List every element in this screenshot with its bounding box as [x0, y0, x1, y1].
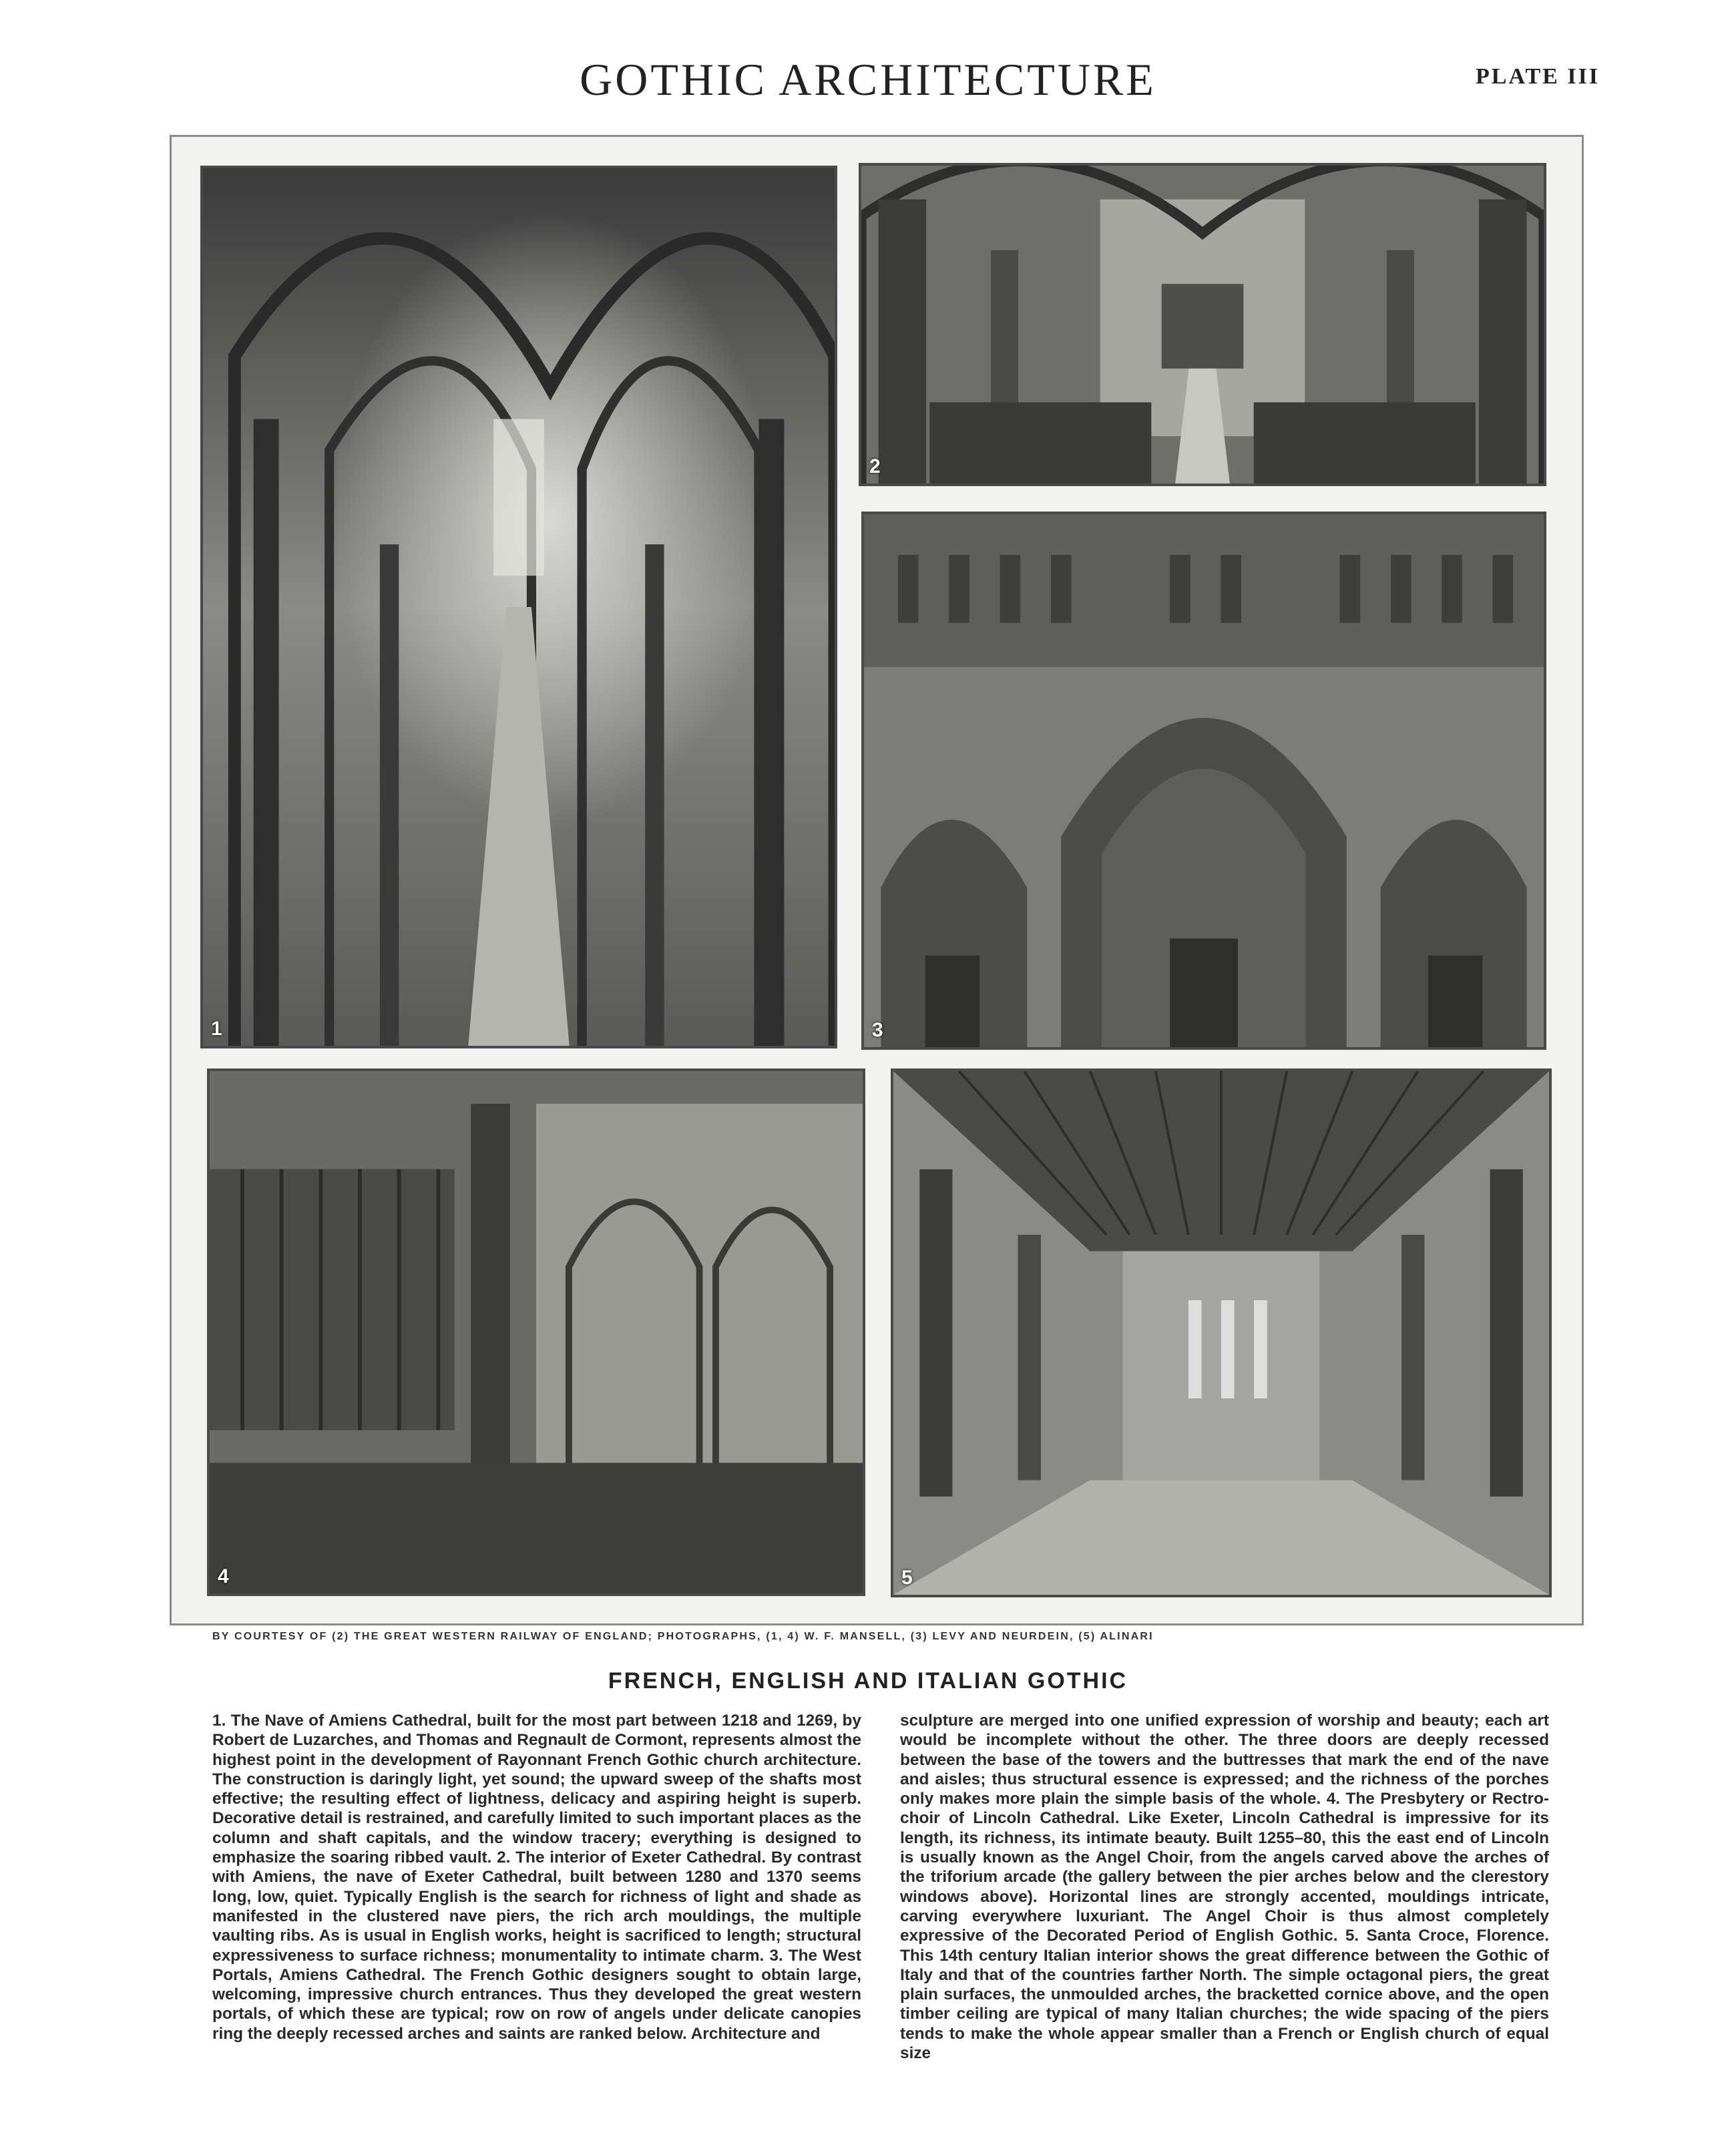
photo-1 [200, 166, 837, 1048]
section-heading: FRENCH, ENGLISH AND ITALIAN GOTHIC [608, 1668, 1128, 1694]
photo-credit: BY COURTESY OF (2) THE GREAT WESTERN RAILWAY OF ENGLAND; PHOTOGRAPHS, (1, 4) W. F. MANSELL, (3) LEVY AND NEURDEIN, (5) ALINARI [212, 1631, 1154, 1642]
exeter-interior-photo [861, 166, 1544, 483]
photo-3 [861, 512, 1546, 1050]
photo-5 [891, 1068, 1552, 1597]
body-text-left: 1. The Nave of Amiens Cathedral, built for the most part between 1218 and 1269, by Robert de Luzarches, and Thomas and Regnault de Cormont, represents almost the highest point in the development of Rayonnant French Gothic church architecture. The construction is daringly light, yet sound; the upward sweep of the shafts most effective; the resulting effect of lightness, delicacy and aspiring height is superb. Decorative detail is restrained, and carefully limited to such important places as the column and shaft capitals, and the window tracery; everything is designed to emphasize the soaring ribbed vault. 2. The interior of Exeter Cathedral. By contrast with Amiens, the nave of Exeter Cathedral, built between 1280 and 1370 seems long, low, quiet. Typically English is the search for richness of light and shade as manifested in the clustered nave piers, the rich arch mouldings, the multiple vaulting ribs. As is usual in English works, height is sacrificed to length; structural expressiveness to surface richness; monumentality to intimate charm. 3. The West Portals, Amiens Cathedral. The French Gothic designers sought to obtain large, welcoming, impressive church entrances. Thus they developed the great western portals, of which these are typical; row on row of angels under delicate canopies ring the deeply recessed arches and saints are ranked below. Architecture and [212, 1712, 861, 2043]
plate-number: PLATE III [1476, 64, 1600, 89]
photo-2 [859, 163, 1546, 486]
amiens-west-portals-photo [864, 514, 1544, 1047]
photo-number: 5 [901, 1567, 913, 1589]
body-text-right: sculpture are merged into one unified expression of worship and beauty; each art would be incomplete without the other. The three doors are deeply recessed between the base of the towers and the buttresses that mark the end of the nave and aisles; thus structural essence is expressed; and the richness of the porches only makes more plain the simple basis of the whole. 4. The Presbytery or Rectro-choir of Lincoln Cathedral. Like Exeter, Lincoln Cathedral is impressive for its length, its richness, its intimate beauty. Built 1255–80, this the east end of Lincoln is usually known as the Angel Choir, from the angels carved above the arches of the triforium arcade (the gallery between the pier arches below and the clerestory windows above). Horizontal lines are strongly accented, mouldings intricate, carving everywhere luxuriant. The Angel Choir is thus almost completely expressive of the Decorated Period of English Gothic. 5. Santa Croce, Florence. This 14th century Italian interior shows the great difference between the Gothic of Italy and that of the countries farther North. The simple octagonal piers, the great plain surfaces, the unmoulded arches, the bracketted cornice above, and the open timber ceiling are typical of many Italian churches; the wide spacing of the piers tends to make the whole appear smaller than a French or English church of equal size [900, 1712, 1549, 2063]
photo-number: 1 [211, 1018, 222, 1040]
photo-number: 2 [869, 455, 881, 477]
photo-number: 3 [872, 1019, 883, 1041]
amiens-nave-photo [203, 168, 835, 1046]
santa-croce-interior-photo [893, 1071, 1549, 1595]
page-title: GOTHIC ARCHITECTURE [580, 54, 1156, 105]
photo-number: 4 [218, 1565, 229, 1587]
lincoln-angel-choir-photo [210, 1071, 863, 1593]
photo-4 [207, 1068, 865, 1596]
